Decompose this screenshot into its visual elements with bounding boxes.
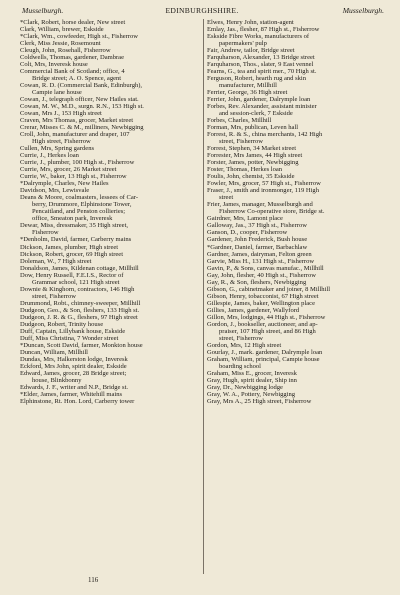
directory-entry: Dickson, Robert, grocer, 69 High street [20, 250, 124, 258]
directory-entry: Fearns, G., tea and spirit mer., 70 High st. [207, 68, 317, 76]
directory-entry: Forster, James, potter, Newbigging [207, 159, 299, 167]
directory-entry: office, Smeaton park, Inveresk [32, 215, 113, 223]
directory-entry: Craven, Mrs Thomas, grocer, Market street [20, 117, 134, 125]
directory-entry: Edwards, J. F., writer and N.P., Bridge st. [20, 383, 129, 391]
directory-entry: Crerar, Misses C. & M., milliners, Newbigging [20, 124, 144, 132]
directory-entry: Dundas, Mrs, Halkerston lodge, Inveresk [20, 355, 128, 363]
directory-entry: Gay, R., & Son, fleshers, Newbigging [207, 278, 307, 286]
directory-entry: Forrest, R. & S., china merchants, 142 High [207, 131, 323, 139]
directory-entry: Currie, Mrs, grocer, 26 Market street [20, 166, 117, 174]
directory-entry: Frier, James, manager, Musselburgh and [207, 201, 313, 209]
directory-entry: Gray, W. A., Pottery, Newbigging [207, 390, 296, 398]
directory-entry: Graham, Miss E., grocer, Inveresk [207, 369, 297, 377]
directory-entry: Farquharson, Thos., slater, 9 East vennel [207, 61, 314, 69]
directory-entry: *Duncan, Scott David, farmer, Monkton house [20, 341, 143, 349]
directory-entry: Clark, William, brewer, Eskside [20, 26, 104, 34]
directory-entry: Cowan, M. W., M.D., surgn. R.N., 153 High st. [20, 103, 144, 111]
directory-entry: Gray, Mrs A., 25 High street, Fisherrow [207, 397, 312, 405]
directory-entry: Gillies, James, gardener, Wallyford [207, 306, 300, 314]
directory-entry: *Denholm, David, farmer, Carberry mains [20, 236, 132, 244]
directory-entry: Dickson, James, plumber, High street [20, 243, 119, 251]
directory-entry: Campie lane house [32, 89, 82, 97]
directory-entry: Emlay, Jas., flesher, 87 High st., Fisherrow [207, 26, 320, 34]
directory-entry: Elphinstone, Rt. Hon. Lord, Carberry tower [20, 397, 135, 405]
directory-entry: Currie, J., Herkes loan [20, 152, 79, 160]
directory-entry: street, Fisherrow [219, 138, 263, 146]
directory-entry: Coldwells, Thomas, gardener, Dambrae [20, 54, 124, 62]
column-divider [203, 19, 204, 574]
directory-entry: Dudgeon, Geo., & Son, fleshers, 133 High st. [20, 306, 140, 314]
directory-entry: Foster, Thomas, Herkes loan [207, 166, 283, 174]
directory-entry: Currie, J., plumber, 100 High st., Fisherrow [20, 159, 135, 167]
directory-entry: Ganson, D., cooper, Fisherrow [207, 229, 288, 237]
directory-entry: *Elder, James, farmer, Whitehill mains [20, 390, 123, 398]
directory-entry: street, Fisherrow [32, 292, 76, 300]
directory-entry: boarding school [219, 362, 262, 370]
directory-entry: Eckford, Mrs John, spirit dealer, Eskside [20, 362, 127, 370]
directory-entry: Gibson, G., cabinetmaker and joiner, 8 Millhill [207, 285, 331, 293]
left-column [20, 19, 207, 405]
directory-entry: Downie & Kinghorn, contractors, 146 High [20, 285, 135, 293]
directory-entry: Gray, Dr., Newbigging lodge [207, 383, 283, 391]
header-left: Musselburgh. [22, 6, 64, 15]
directory-entry: Dewar, Miss, dressmaker, 35 High street, [20, 222, 129, 230]
directory-entry: Forman, Mrs, publican, Leven hall [207, 124, 299, 132]
directory-entry: Cowan, Mrs J., 153 High street [20, 110, 102, 118]
directory-entry: Bridge street; A. O. Spence, agent [32, 75, 122, 83]
directory-entry: berry, Drummore, Elphinstone Tower, [32, 201, 132, 209]
directory-entry: Donaldson, James, Kildenan cottage, Millhill [20, 264, 139, 272]
directory-entry: Gillon, Mrs, lodgings, 44 High st., Fisherrow [207, 313, 326, 321]
directory-entry: house, Blinkbonny [32, 376, 82, 384]
directory-entry: papermakers' pulp [219, 40, 267, 48]
directory-entry: Grammar school, 121 High street [32, 278, 120, 286]
directory-entry: Forbes, Rev. Alexander, assistant minister [207, 103, 317, 111]
right-column [207, 19, 394, 405]
directory-entry: Croll, John, manufacturer and draper, 107 [20, 131, 130, 139]
directory-entry: street [219, 194, 234, 202]
directory-entry: Cleugh, John, Rosehall, Fisherrow [20, 47, 111, 55]
directory-entry: Dudgeon, J. R. & G., fleshers, 97 High street [20, 313, 138, 321]
directory-entry: *Clark, Robert, horse dealer, New street [20, 19, 126, 26]
directory-entry: Pencaitland, and Penston collieries; [32, 208, 126, 216]
directory-entry: *Gardner, Daniel, farmer, Barbachlaw [207, 243, 308, 251]
directory-entry: Gay, John, flesher, 40 High st., Fisherrow [207, 271, 316, 279]
page-header [18, 6, 386, 18]
directory-entry: Gavin, P., & Sons, canvas manufac., Millhill [207, 264, 324, 272]
directory-entry: Gray, Hugh, spirit dealer, Ship inn [207, 376, 297, 384]
directory-entry: Garvie, Miss H., 131 High st., Fisherrow [207, 257, 315, 265]
directory-entry: Ferrier, George, 36 High street [207, 89, 288, 97]
directory-entry: Gardner, James, dairyman, Felton green [207, 250, 312, 258]
directory-entry: Forrester, Mrs James, 44 High street [207, 152, 303, 160]
directory-entry: Elwes, Henry John, station-agent [207, 19, 294, 26]
directory-entry: Colt, Mrs, Inveresk house [20, 61, 88, 69]
directory-entry: Galloway, Jas., 37 High st., Fisherrow [207, 222, 307, 230]
directory-entry: Deans & Moore, coalmasters, lessees of Car- [20, 194, 139, 202]
directory-entry: Duncan, William, Millhill [20, 348, 88, 356]
directory-entry: praiser, 107 High street, and 86 High [219, 327, 316, 335]
page-number: 116 [88, 576, 99, 584]
directory-entry: Farquharson, Alexander, 13 Bridge street [207, 54, 315, 62]
directory-entry: Fisherrow [32, 229, 59, 237]
header-right: Musselburgh. [342, 6, 384, 15]
directory-entry: Gardener, John Frederick, Bush house [207, 236, 308, 244]
directory-entry: Duff, Miss Christina, 7 Wonder street [20, 334, 119, 342]
header-title: EDINBURGHSHIRE. [165, 6, 239, 15]
directory-entry: Doleman, W., 7 High street [20, 257, 92, 265]
directory-entry: Davidson, Mrs, Lewisvale [20, 187, 90, 195]
directory-entry: Clerk, Miss Jessie, Rosemount [20, 40, 101, 48]
directory-entry: Graham, William, principal, Campie house [207, 355, 320, 363]
directory-entry: Currie, W., baker, 13 High st., Fisherrow [20, 173, 127, 181]
directory-entry: Duff, Captain, Lillybank house, Eskside [20, 327, 126, 335]
directory-entry: Dudgeon, Robert, Trinity house [20, 320, 104, 328]
directory-entry: Ferguson, Robert, hearth rug and skin [207, 75, 306, 83]
directory-entry: Forbes, Charles, Millhill [207, 117, 272, 125]
directory-entry: Dow, Henry Russell, F.E.I.S., Rector of [20, 271, 124, 279]
directory-entry: Fisherrow Co-operative store, Bridge st. [219, 208, 325, 216]
directory-entry: Forrest, Stephen, 34 Market street [207, 145, 297, 153]
directory-entry: Fair, Andrew, tailor, Bridge street [207, 47, 295, 55]
directory-entry: Gordon, J., bookseller, auctioneer, and ap- [207, 320, 318, 328]
directory-entry: Cowan, R. D. (Commercial Bank, Edinburgh), [20, 82, 143, 90]
directory-entry: Ferrier, John, gardener, Dalrymple loan [207, 96, 311, 104]
directory-entry: Edward, James, grocer, 28 Bridge street; [20, 369, 127, 377]
directory-entry: Drummond, Robt., chimney-sweeper, Millhill [20, 299, 141, 307]
directory-entry: Cullen, Mrs, Spring gardens [20, 145, 95, 153]
directory-entry: Eskside Fibre Works, manufacturers of [207, 33, 310, 41]
directory-entry: Gordon, Mrs, 12 High street [207, 341, 282, 349]
directory-entry: Gibson, Henry, tobacconist, 67 High street [207, 292, 319, 300]
directory-entry: Gillespie, James, baker, Wellington place [207, 299, 315, 307]
directory-entry: Fraser, J., smith and ironmonger, 119 High [207, 187, 319, 195]
directory-entry: High street, Fisherrow [32, 138, 91, 146]
directory-entry: and session-clerk, 7 Eskside [219, 110, 293, 118]
directory-entry: Gairdner, Mrs, Lamont place [207, 215, 283, 223]
directory-entry: Cowan, J., telegraph officer, New Hailes stat. [20, 96, 139, 104]
directory-entry: Gourlay, J., mark. gardener, Dalrymple loan [207, 348, 323, 356]
directory-entry: *Dalrymple, Charles, New Hailes [20, 180, 109, 188]
directory-entry: manufacturer, Millhill [219, 82, 277, 90]
directory-entry: street, Fisherrow [219, 334, 263, 342]
directory-entry: *Clark, Wm., cowfeeder, High st., Fisherrow [20, 33, 138, 41]
directory-entry: Commercial Bank of Scotland; office, 4 [20, 68, 125, 76]
directory-entry: Fowler, Mrs, grocer, 57 High st., Fisherrow [207, 180, 321, 188]
directory-entry: Foulis, John, chemist, 35 Eskside [207, 173, 295, 181]
